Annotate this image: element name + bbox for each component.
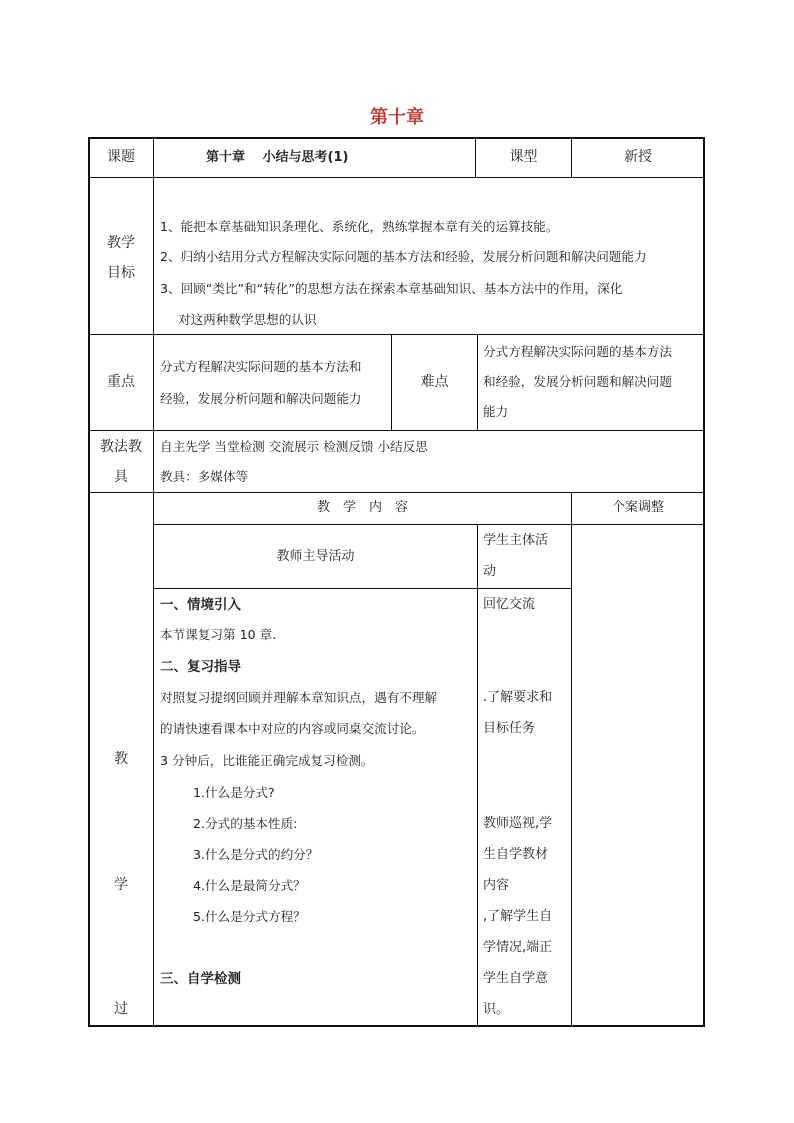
student-activity-text: 学情况,端正 <box>483 940 553 955</box>
process-label-char: 教 <box>114 751 128 767</box>
review-question: 3.什么是分式的约分？ <box>193 847 319 862</box>
label-key-point: 重点 <box>107 374 135 390</box>
adjust-header: 个案调整 <box>611 500 664 515</box>
col-divider <box>571 492 572 1025</box>
row-divider <box>89 177 704 178</box>
key-point-text: 分式方程解决实际问题的基本方法和 <box>160 359 362 374</box>
student-activity-text: 学生自学意 <box>483 971 549 986</box>
page-title: 第十章 <box>370 107 424 128</box>
difficulty-text: 能力 <box>483 404 509 419</box>
process-label-char: 学 <box>114 877 128 893</box>
key-point-text: 经验，发展分析问题和解决问题能力 <box>160 391 362 406</box>
col-divider <box>477 524 478 1025</box>
label-goals: 教学 <box>107 235 135 251</box>
lesson-plan-table <box>88 137 705 1027</box>
row-divider <box>89 492 704 493</box>
student-activity-text: 回忆交流 <box>483 597 536 612</box>
student-activity-text: 目标任务 <box>483 721 536 736</box>
col-divider <box>477 334 478 430</box>
teaching-aids: 教具：多媒体等 <box>160 469 249 484</box>
section-title: 一、情境引入 <box>160 597 241 613</box>
teacher-activity-header: 教师主导活动 <box>276 549 355 564</box>
label-goals: 目标 <box>107 265 135 281</box>
process-label-char: 过 <box>114 1001 128 1017</box>
review-question: 5.什么是分式方程？ <box>193 909 306 924</box>
label-topic: 课题 <box>107 149 135 165</box>
student-activity-text: 识。 <box>483 1002 510 1017</box>
student-activity-header: 动 <box>483 564 497 579</box>
content-header: 教 学 内 容 <box>316 500 408 515</box>
student-activity-text: .了解要求和 <box>483 690 553 705</box>
label-method: 教法教 <box>100 439 142 455</box>
section-title: 三、自学检测 <box>160 971 241 987</box>
difficulty-text: 和经验，发展分析问题和解决问题 <box>483 374 672 389</box>
section-text: 的请快速看课本中对应的内容或同桌交流讨论。 <box>160 721 425 736</box>
col-divider <box>153 138 154 1025</box>
label-lesson-type: 课型 <box>509 149 538 165</box>
label-method: 具 <box>114 469 128 485</box>
student-activity-text: ,了解学生自 <box>483 909 553 924</box>
review-question: 1.什么是分式? <box>193 785 275 800</box>
goal-item: 3、回顾“类比”和“转化”的思想方法在探索本章基础知识、基本方法中的作用，深化 <box>160 281 623 296</box>
section-text: 3 分钟后，比谁能正确完成复习检测。 <box>160 753 374 768</box>
review-question: 4.什么是最简分式？ <box>193 878 306 893</box>
student-activity-text: 内容 <box>483 878 510 893</box>
lesson-topic: 第十章 小结与思考(1) <box>206 150 349 165</box>
student-activity-header: 学生主体活 <box>483 533 549 548</box>
student-activity-text: 教师巡视,学 <box>483 816 553 831</box>
section-title: 二、复习指导 <box>160 659 241 675</box>
goal-item: 2、归纳小结用分式方程解决实际问题的基本方法和经验，发展分析问题和解决问题能力 <box>160 249 647 264</box>
row-divider <box>89 430 704 431</box>
label-difficulty: 难点 <box>420 374 449 390</box>
review-question: 2.分式的基本性质: <box>193 816 298 831</box>
method-text: 自主先学 当堂检测 交流展示 检测反馈 小结反思 <box>160 439 428 454</box>
row-divider <box>153 524 704 525</box>
goal-item: 对这两种数学思想的认识 <box>178 312 317 327</box>
section-text: 本节课复习第 10 章. <box>160 627 277 642</box>
difficulty-text: 分式方程解决实际问题的基本方法 <box>483 344 672 359</box>
lesson-type: 新授 <box>624 149 652 165</box>
student-activity-text: 生自学教材 <box>483 847 549 862</box>
row-divider <box>89 334 704 335</box>
goal-item: 1、能把本章基础知识条理化、系统化，熟练掌握本章有关的运算技能。 <box>160 219 559 234</box>
row-divider <box>153 588 571 589</box>
section-text: 对照复习提纲回顾并理解本章知识点，遇有不理解 <box>160 690 438 705</box>
